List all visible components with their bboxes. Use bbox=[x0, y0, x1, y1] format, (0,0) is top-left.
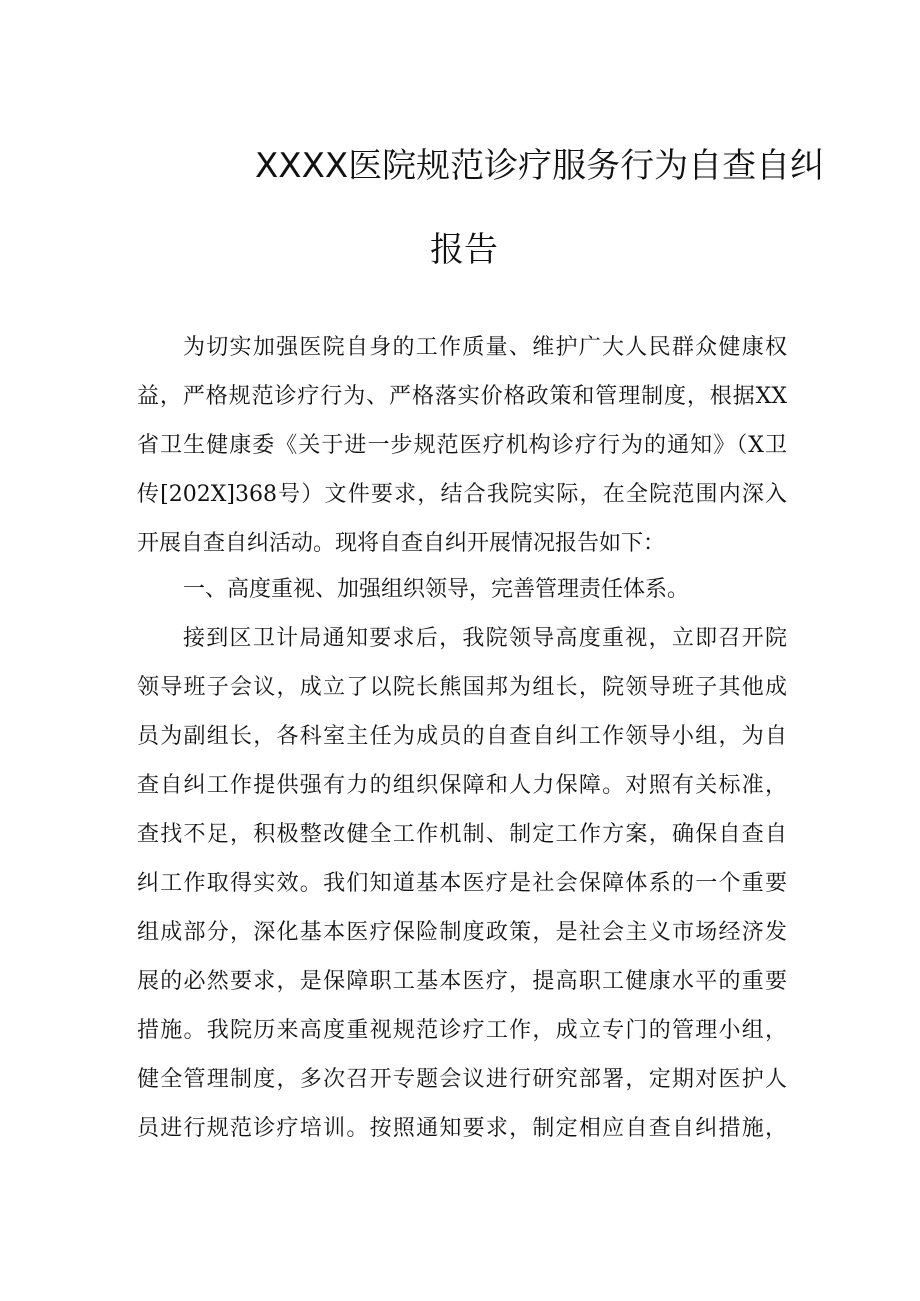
paragraph-line: 查找不足，积极整改健全工作机制、制定工作方案，确保自查自 bbox=[137, 822, 787, 847]
paragraph-line: 省卫生健康委《关于进一步规范医疗机构诊疗行为的通知》（X卫 bbox=[137, 433, 787, 458]
paragraph-line: 健全管理制度，多次召开专题会议进行研究部署，定期对医护人 bbox=[137, 1067, 787, 1092]
paragraph-line: 纠工作取得实效。我们知道基本医疗是社会保障体系的一个重要 bbox=[137, 871, 787, 896]
paragraph-line: 为切实加强医院自身的工作质量、维护广大人民群众健康权 bbox=[183, 335, 787, 360]
paragraph-line: 传[202X]368号）文件要求，结合我院实际，在全院范围内深入 bbox=[137, 482, 787, 507]
paragraph-line: 组成部分，深化基本医疗保险制度政策，是社会主义市场经济发 bbox=[137, 920, 787, 945]
paragraph-line: 查自纠工作提供强有力的组织保障和人力保障。对照有关标准， bbox=[137, 773, 787, 798]
paragraph-line: 展的必然要求，是保障职工基本医疗，提高职工健康水平的重要 bbox=[137, 969, 787, 994]
paragraph-line: 接到区卫计局通知要求后，我院领导高度重视，立即召开院 bbox=[183, 626, 787, 651]
paragraph-line: 领导班子会议，成立了以院长熊国邦为组长，院领导班子其他成 bbox=[137, 675, 787, 700]
paragraph-line: 开展自查自纠活动。现将自查自纠开展情况报告如下： bbox=[137, 531, 666, 556]
document-title-continued: 报告 bbox=[430, 230, 498, 270]
paragraph-line: 措施。我院历来高度重视规范诊疗工作，成立专门的管理小组， bbox=[137, 1018, 787, 1043]
paragraph-line: 员进行规范诊疗培训。按照通知要求，制定相应自查自纠措施， bbox=[137, 1116, 787, 1141]
section-heading: 一、高度重视、加强组织领导，完善管理责任体系。 bbox=[183, 577, 690, 602]
paragraph-line: 益，严格规范诊疗行为、严格落实价格政策和管理制度，根据XX bbox=[137, 384, 787, 409]
paragraph-line: 员为副组长，各科室主任为成员的自查自纠工作领导小组，为自 bbox=[137, 724, 787, 749]
document-title: XXXX医院规范诊疗服务行为自查自纠 bbox=[255, 146, 825, 186]
